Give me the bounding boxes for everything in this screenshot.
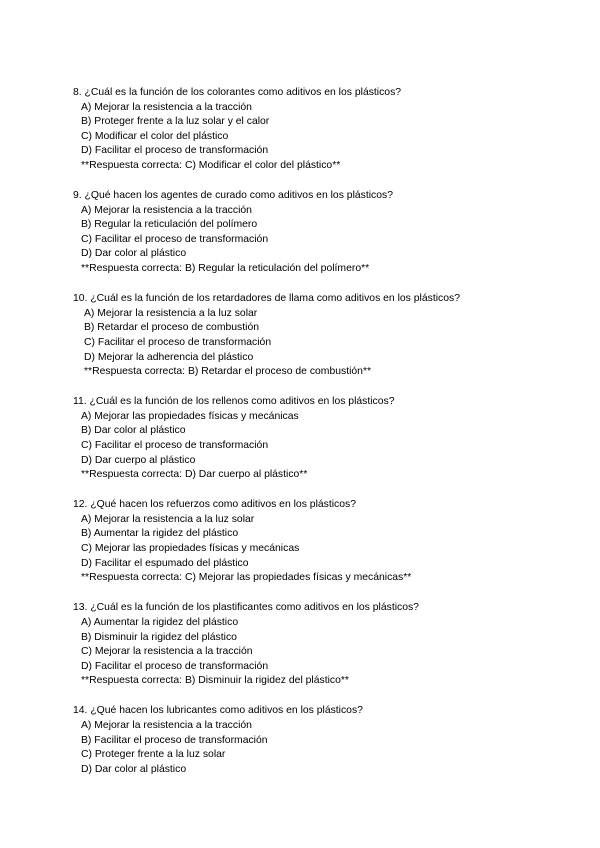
option-b: B) Aumentar la rigidez del plástico xyxy=(81,528,239,540)
option-c: C) Mejorar las propiedades físicas y mecánicas xyxy=(81,543,300,555)
correct-answer: **Respuesta correcta: B) Regular la reticulación del polímero** xyxy=(81,263,370,275)
option-a: A) Mejorar la resistencia a la tracción xyxy=(81,719,252,731)
question-14 xyxy=(73,704,573,777)
option-b: B) Dar color al plástico xyxy=(81,425,186,437)
question-title: 14. ¿Qué hacen los lubricantes como aditivos en los plásticos? xyxy=(73,705,363,717)
option-d: D) Facilitar el proceso de transformación xyxy=(81,145,269,157)
option-a: A) Mejorar la resistencia a la luz solar xyxy=(84,307,258,319)
question-11 xyxy=(73,395,573,483)
option-a: A) Mejorar la resistencia a la tracción xyxy=(81,204,252,216)
option-a: A) Aumentar la rigidez del plástico xyxy=(81,616,239,628)
option-a: A) Mejorar las propiedades físicas y mecánicas xyxy=(81,410,299,422)
option-b: B) Facilitar el proceso de transformación xyxy=(81,734,268,746)
correct-answer: **Respuesta correcta: C) Mejorar las propiedades físicas y mecánicas** xyxy=(81,572,412,584)
question-title: 12. ¿Qué hacen los refuerzos como aditivos en los plásticos? xyxy=(73,499,357,511)
question-title: 13. ¿Cuál es la función de los plastificantes como aditivos en los plásticos? xyxy=(73,602,419,614)
question-8 xyxy=(73,86,573,174)
question-title: 10. ¿Cuál es la función de los retardadores de llama como aditivos en los plásticos? xyxy=(73,293,460,305)
correct-answer: **Respuesta correcta: B) Disminuir la rigidez del plástico** xyxy=(81,675,349,687)
option-c: C) Facilitar el proceso de transformación xyxy=(81,439,269,451)
option-c: C) Facilitar el proceso de transformación xyxy=(81,233,269,245)
option-a: A) Mejorar la resistencia a la tracción xyxy=(81,101,252,113)
option-b: B) Retardar el proceso de combustión xyxy=(84,322,259,334)
option-b: B) Proteger frente a la luz solar y el calor xyxy=(81,116,270,128)
correct-answer: **Respuesta correcta: C) Modificar el color del plástico** xyxy=(81,159,341,171)
option-d: D) Facilitar el proceso de transformación xyxy=(81,660,269,672)
question-title: 9. ¿Qué hacen los agentes de curado como aditivos en los plásticos? xyxy=(73,190,393,202)
question-list xyxy=(73,86,573,793)
option-d: D) Dar color al plástico xyxy=(81,763,187,775)
option-b: B) Disminuir la rigidez del plástico xyxy=(81,631,237,643)
option-d: D) Dar cuerpo al plástico xyxy=(81,454,196,466)
option-c: C) Facilitar el proceso de transformación xyxy=(84,336,272,348)
question-12 xyxy=(73,498,573,586)
question-title: 11. ¿Cuál es la función de los rellenos como aditivos en los plásticos? xyxy=(73,396,395,408)
correct-answer: **Respuesta correcta: D) Dar cuerpo al plástico** xyxy=(81,469,308,481)
option-c: C) Mejorar la resistencia a la tracción xyxy=(81,646,253,658)
correct-answer: **Respuesta correcta: B) Retardar el proceso de combustión** xyxy=(84,366,372,378)
option-d: D) Dar color al plástico xyxy=(81,248,187,260)
question-9 xyxy=(73,189,573,277)
option-d: D) Mejorar la adherencia del plástico xyxy=(84,351,254,363)
question-title: 8. ¿Cuál es la función de los colorantes como aditivos en los plásticos? xyxy=(73,87,402,98)
option-b: B) Regular la reticulación del polímero xyxy=(81,219,258,231)
option-c: C) Modificar el color del plástico xyxy=(81,130,229,142)
question-10 xyxy=(73,292,573,380)
option-c: C) Proteger frente a la luz solar xyxy=(81,749,226,761)
option-d: D) Facilitar el espumado del plástico xyxy=(81,557,249,569)
option-a: A) Mejorar la resistencia a la luz solar xyxy=(81,513,255,525)
question-13 xyxy=(73,601,573,689)
